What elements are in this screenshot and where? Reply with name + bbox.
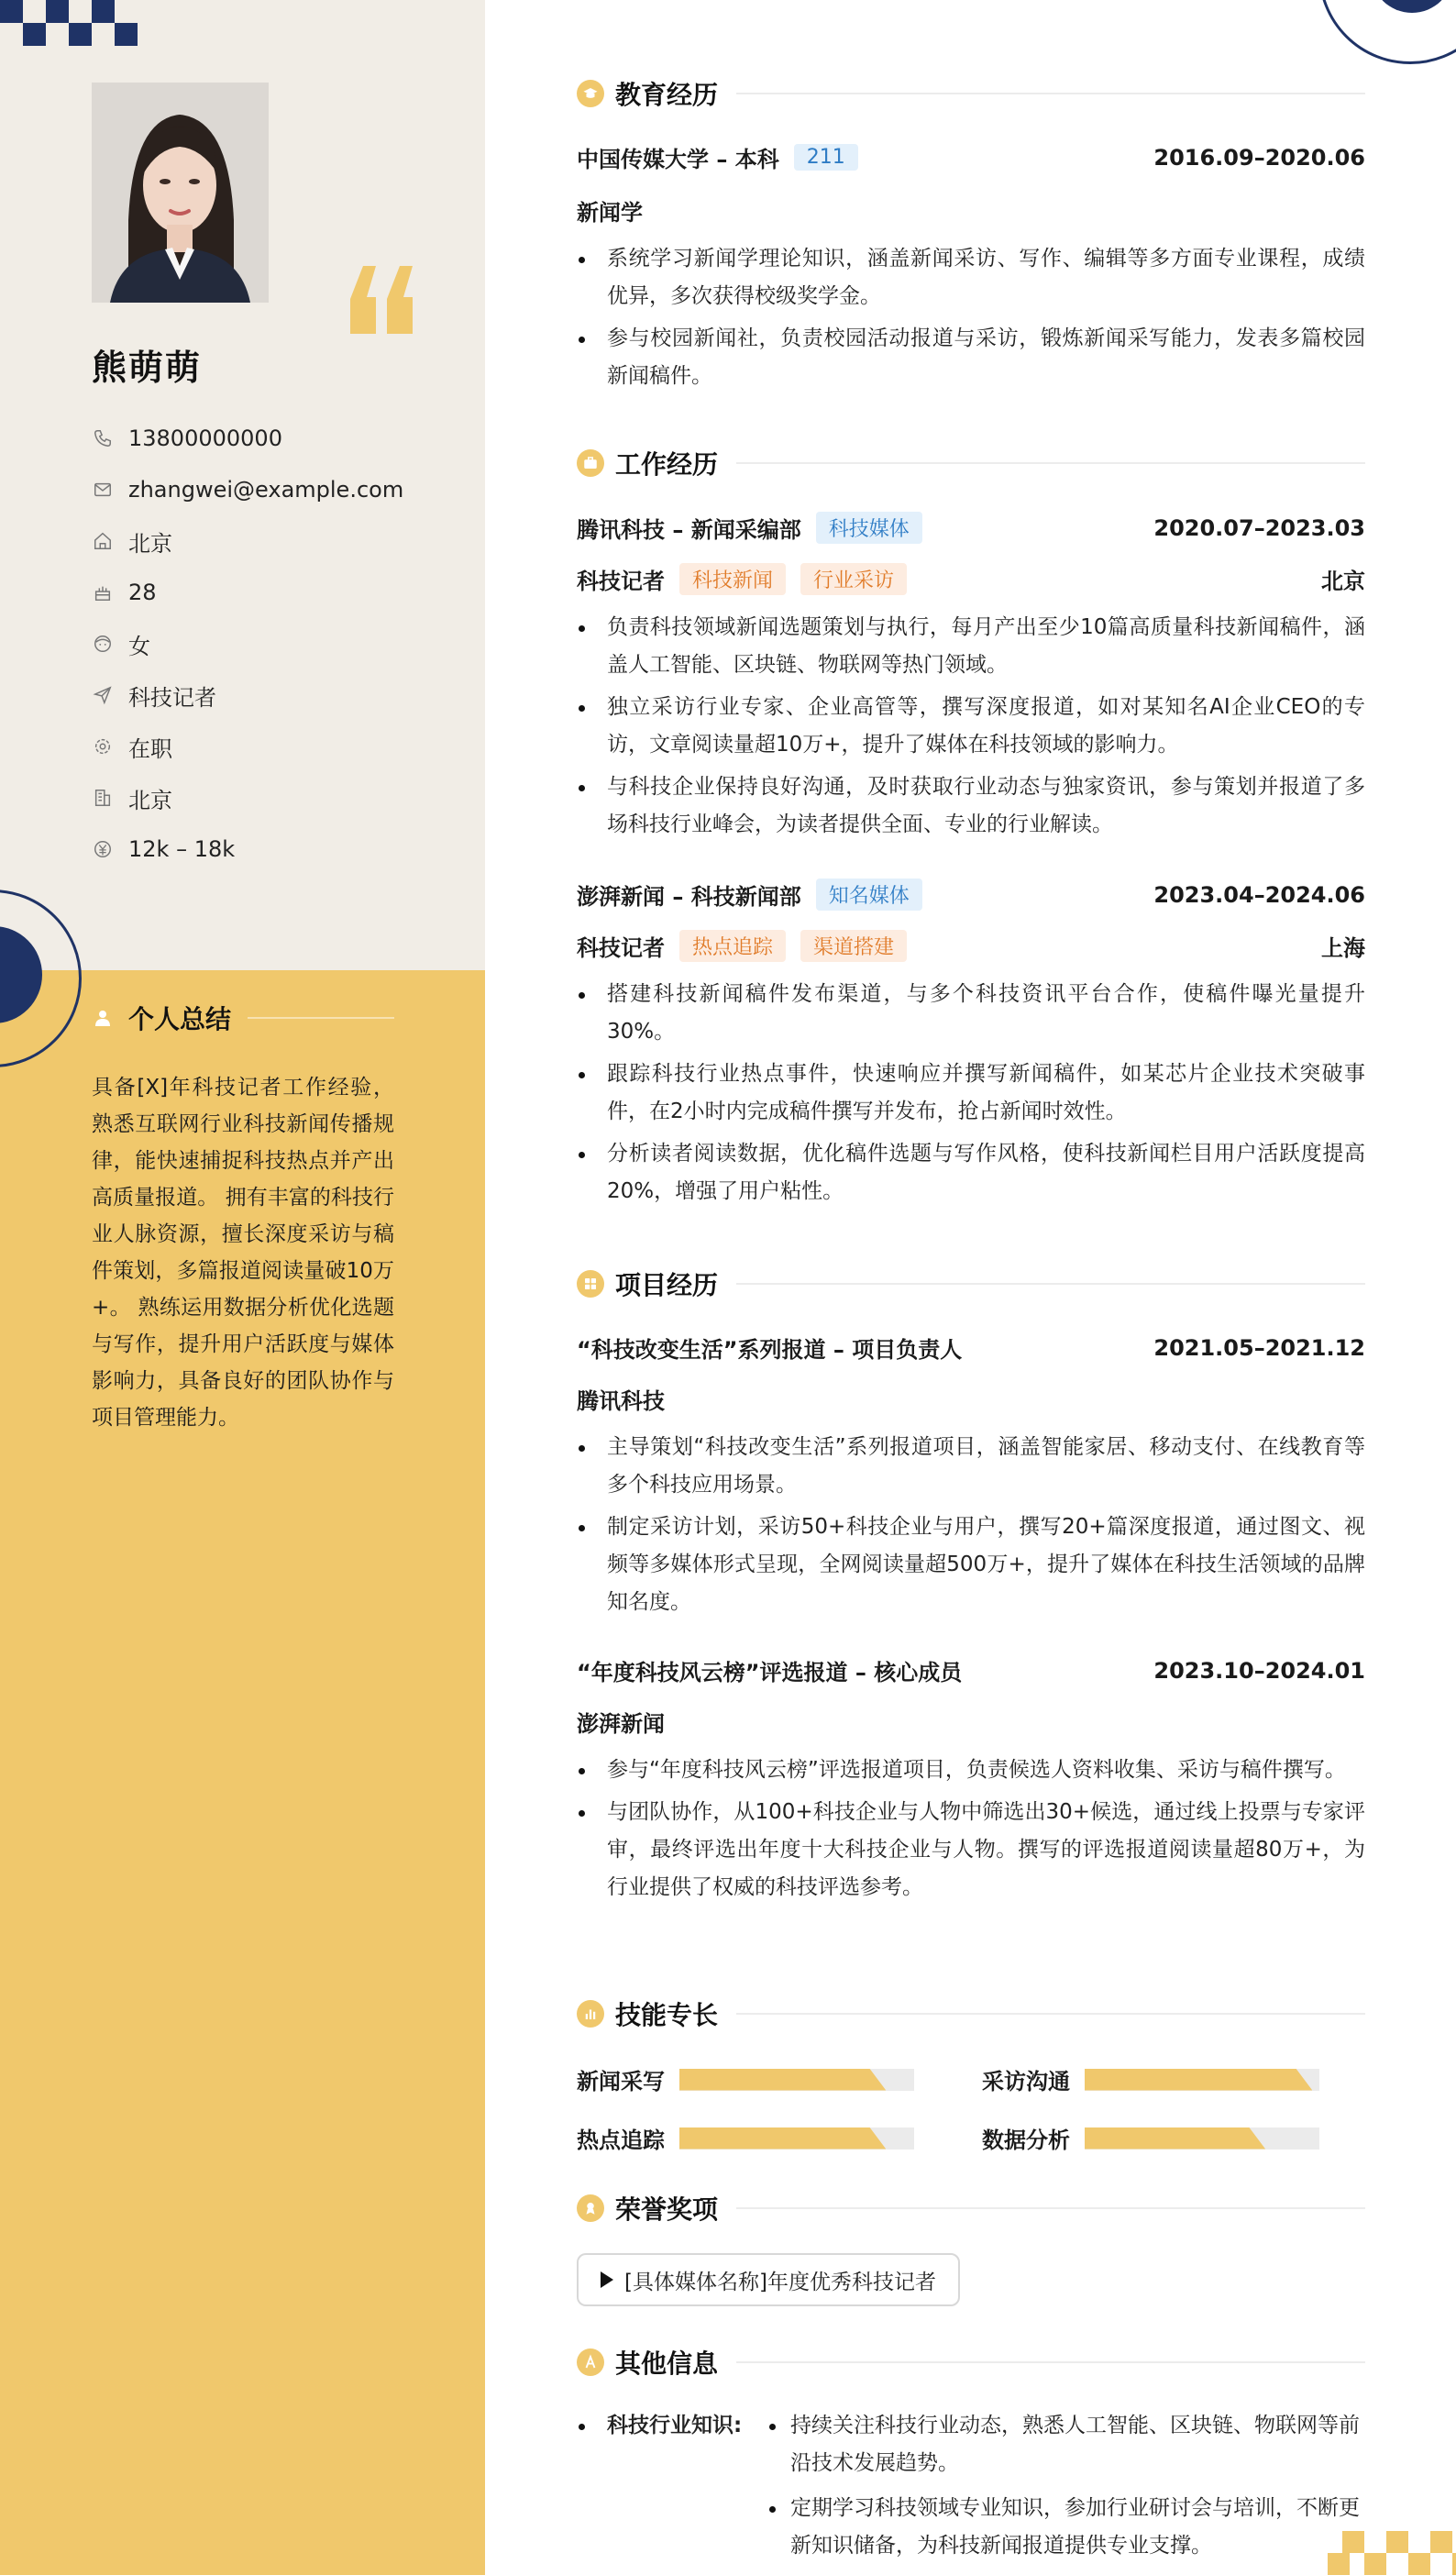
cake-icon	[92, 581, 114, 603]
sidebar	[0, 0, 485, 2575]
project-1-org: 腾讯科技	[577, 1388, 665, 1414]
job-2-tag-b: 渠道搭建	[800, 930, 907, 962]
building-icon	[92, 787, 114, 809]
award-text: [具体媒体名称]年度优秀科技记者	[624, 2270, 936, 2294]
summary-title: 个人总结	[128, 1004, 232, 1034]
project-1-dates: 2021.05–2021.12	[1153, 1334, 1365, 1361]
face-icon	[92, 633, 114, 655]
job-1-dates: 2020.07–2023.03	[1153, 514, 1365, 541]
job-2-dates: 2023.04–2024.06	[1153, 881, 1365, 908]
info-icon	[577, 2348, 604, 2376]
briefcase-icon	[577, 449, 604, 477]
education-bullets	[577, 240, 1365, 400]
skill-bar-fill	[679, 2127, 886, 2150]
honors-divider	[736, 2207, 1365, 2209]
list-item: 定期学习科技领域专业知识，参加行业研讨会与培训，不断更新知识储备，为科技新闻报道提供专业支撑。	[760, 2490, 1365, 2565]
job-1-tag-a: 科技新闻	[679, 563, 786, 595]
honors-heading	[577, 2190, 1365, 2227]
job-1-tag-b: 行业采访	[800, 563, 907, 595]
skill-bar-fill	[1085, 2127, 1265, 2150]
info-position-text: 科技记者	[128, 684, 216, 711]
quote-mark-icon	[347, 266, 416, 334]
phone-icon	[92, 427, 114, 449]
education-title: 教育经历	[615, 80, 719, 110]
project-2-org: 澎湃新闻	[577, 1711, 665, 1737]
other-key: 科技行业知识:	[577, 2407, 760, 2572]
skills-heading	[577, 1995, 1365, 2032]
info-position	[92, 669, 458, 721]
play-icon	[601, 2271, 613, 2288]
summary-text: 具备[X]年科技记者工作经验，熟悉互联网行业科技新闻传播规律，能快速捕捉科技热点并产出高质量报道。 拥有丰富的科技行业人脉资源，擅长深度采访与稿件策划，多篇报道阅读量破10万+。 熟练运用数据分析优化选题与写作，提升用户活跃度与媒体影响力，具备良好的团队协作与项目管理能力。	[92, 1076, 394, 1430]
skill-item	[577, 2122, 914, 2154]
education-heading	[577, 75, 1365, 112]
job-2-role: 科技记者	[577, 935, 665, 961]
info-home-text: 北京	[128, 530, 172, 557]
grid-icon	[577, 1270, 604, 1298]
list-item: 系统学习新闻学理论知识，涵盖新闻采访、写作、编辑等多方面专业课程，成绩优异，多次获得校级奖学金。	[577, 240, 1365, 315]
list-item: 主导策划“科技改变生活”系列报道项目，涵盖智能家居、移动支付、在线教育等多个科技应用场景。	[577, 1429, 1365, 1504]
education-major: 新闻学	[577, 200, 643, 226]
skill-label: 热点追踪	[577, 2127, 665, 2153]
job-2-row	[577, 879, 1365, 911]
home-icon	[92, 530, 114, 552]
list-item: 持续关注科技行业动态，熟悉人工智能、区块链、物联网等前沿技术发展趋势。	[760, 2407, 1365, 2482]
award-icon	[577, 2194, 604, 2222]
work-title: 工作经历	[615, 449, 719, 480]
info-city	[92, 772, 458, 823]
school-name: 中国传媒大学 – 本科	[577, 147, 779, 172]
skill-bar-fill	[679, 2069, 886, 2091]
skills-title: 技能专长	[615, 2000, 719, 2030]
summary-heading	[92, 1000, 394, 1036]
info-city-text: 北京	[128, 787, 172, 813]
other-items	[760, 2407, 1365, 2572]
job-2-tag: 知名媒体	[816, 879, 922, 911]
list-item: 分析读者阅读数据，优化稿件选题与写作风格，使科技新闻栏目用户活跃度提高20%，增强了用户粘性。	[577, 1135, 1365, 1210]
list-item: 与科技企业保持良好沟通，及时获取行业动态与独家资讯，参与策划并报道了多场科技行业峰会，为读者提供全面、专业的行业解读。	[577, 768, 1365, 844]
info-email	[92, 464, 458, 515]
project-2-org-row	[577, 1706, 1365, 1738]
profile-photo	[92, 83, 269, 303]
skill-bar	[1085, 2069, 1319, 2091]
info-status	[92, 721, 458, 772]
mail-icon	[92, 479, 114, 501]
project-1-bullets	[577, 1429, 1365, 1626]
projects-divider	[736, 1283, 1365, 1285]
info-salary-text: 12k – 18k	[128, 836, 236, 862]
other-divider	[736, 2361, 1365, 2363]
projects-heading	[577, 1265, 1365, 1302]
projects-title: 项目经历	[615, 1270, 719, 1300]
education-dates: 2016.09–2020.06	[1153, 144, 1365, 171]
school-tag: 211	[794, 144, 858, 171]
project-2-bullets	[577, 1752, 1365, 1911]
project-1-org-row	[577, 1383, 1365, 1415]
project-1-name: “科技改变生活”系列报道 – 项目负责人	[577, 1337, 963, 1363]
job-1-tag: 科技媒体	[816, 512, 922, 544]
candidate-name: 熊萌萌	[92, 348, 203, 388]
job-1-company: 腾讯科技 – 新闻采编部	[577, 517, 801, 543]
education-divider	[736, 93, 1365, 94]
person-icon	[92, 1007, 114, 1029]
job-1-role-row	[577, 563, 1365, 595]
skill-item	[982, 2122, 1319, 2154]
list-item: 制定采访计划，采访50+科技企业与用户，撰写20+篇深度报道，通过图文、视频等多媒体形式呈现，全网阅读量超500万+，提升了媒体在科技生活领域的品牌知名度。	[577, 1509, 1365, 1621]
skill-bar-fill	[1085, 2069, 1312, 2091]
list-item: 独立采访行业专家、企业高管等，撰写深度报道，如对某知名AI企业CEO的专访，文章阅读量超10万+，提升了媒体在科技领域的影响力。	[577, 689, 1365, 764]
job-2-company: 澎湃新闻 – 科技新闻部	[577, 884, 801, 910]
job-1-row	[577, 512, 1365, 544]
list-item: 负责科技领域新闻选题策划与执行，每月产出至少10篇高质量科技新闻稿件，涵盖人工智能、区块链、物联网等热门领域。	[577, 609, 1365, 684]
summary-divider	[248, 1017, 394, 1019]
send-icon	[92, 684, 114, 706]
info-status-text: 在职	[128, 735, 172, 762]
job-1-role: 科技记者	[577, 569, 665, 594]
other-heading	[577, 2344, 1365, 2381]
job-2-bullets	[577, 976, 1365, 1215]
project-2-row	[577, 1654, 1365, 1686]
job-2-role-row	[577, 930, 1365, 962]
info-gender	[92, 618, 458, 669]
honors-title: 荣誉奖项	[615, 2194, 719, 2225]
checker-decoration	[0, 0, 138, 48]
info-age-text: 28	[128, 580, 157, 605]
work-divider	[736, 462, 1365, 464]
project-2-name: “年度科技风云榜”评选报道 – 核心成员	[577, 1660, 963, 1685]
skill-bar	[1085, 2127, 1319, 2150]
project-1-row	[577, 1332, 1365, 1364]
skill-label: 采访沟通	[982, 2069, 1070, 2094]
money-icon	[92, 838, 114, 860]
skill-bar	[679, 2069, 914, 2091]
project-2-dates: 2023.10–2024.01	[1153, 1657, 1365, 1684]
job-2-tag-a: 热点追踪	[679, 930, 786, 962]
info-salary	[92, 823, 458, 875]
graduation-icon	[577, 80, 604, 107]
skill-bar	[679, 2127, 914, 2150]
other-title: 其他信息	[615, 2348, 719, 2379]
other-info	[577, 2407, 1365, 2572]
work-heading	[577, 445, 1365, 481]
skills-divider	[736, 2013, 1365, 2015]
list-item: 参与校园新闻社，负责校园活动报道与采访，锻炼新闻采写能力，发表多篇校园新闻稿件。	[577, 320, 1365, 395]
other-row	[577, 2407, 1365, 2572]
list-item: 参与“年度科技风云榜”评选报道项目，负责候选人资料收集、采访与稿件撰写。	[577, 1752, 1365, 1789]
job-2-city: 上海	[1321, 935, 1365, 961]
info-email-text: zhangwei@example.com	[128, 477, 404, 503]
list-item: 搭建科技新闻稿件发布渠道，与多个科技资讯平台合作，使稿件曝光量提升30%。	[577, 976, 1365, 1051]
info-age	[92, 567, 458, 618]
circle-decoration-top-right	[1318, 0, 1456, 64]
award-item	[577, 2253, 960, 2306]
status-icon	[92, 735, 114, 757]
job-1-city: 北京	[1321, 569, 1365, 594]
education-row	[577, 141, 1365, 173]
info-home	[92, 515, 458, 567]
list-item: 跟踪科技行业热点事件，快速响应并撰写新闻稿件，如某芯片企业技术突破事件，在2小时内完成稿件撰写并发布，抢占新闻时效性。	[577, 1055, 1365, 1131]
list-item: 与团队协作，从100+科技企业与人物中筛选出30+候选，通过线上投票与专家评审，最终评选出年度十大科技企业与人物。撰写的评选报道阅读量超80万+，为行业提供了权威的科技评选参考。	[577, 1794, 1365, 1906]
info-phone-text: 13800000000	[128, 425, 282, 451]
job-1-bullets	[577, 609, 1365, 848]
skill-label: 新闻采写	[577, 2069, 665, 2094]
info-phone	[92, 413, 458, 464]
contact-info-list	[92, 413, 458, 875]
skill-item	[982, 2063, 1319, 2095]
chart-icon	[577, 2000, 604, 2028]
skill-label: 数据分析	[982, 2127, 1070, 2153]
info-gender-text: 女	[128, 633, 150, 659]
skill-item	[577, 2063, 914, 2095]
education-major-row	[577, 194, 1365, 227]
